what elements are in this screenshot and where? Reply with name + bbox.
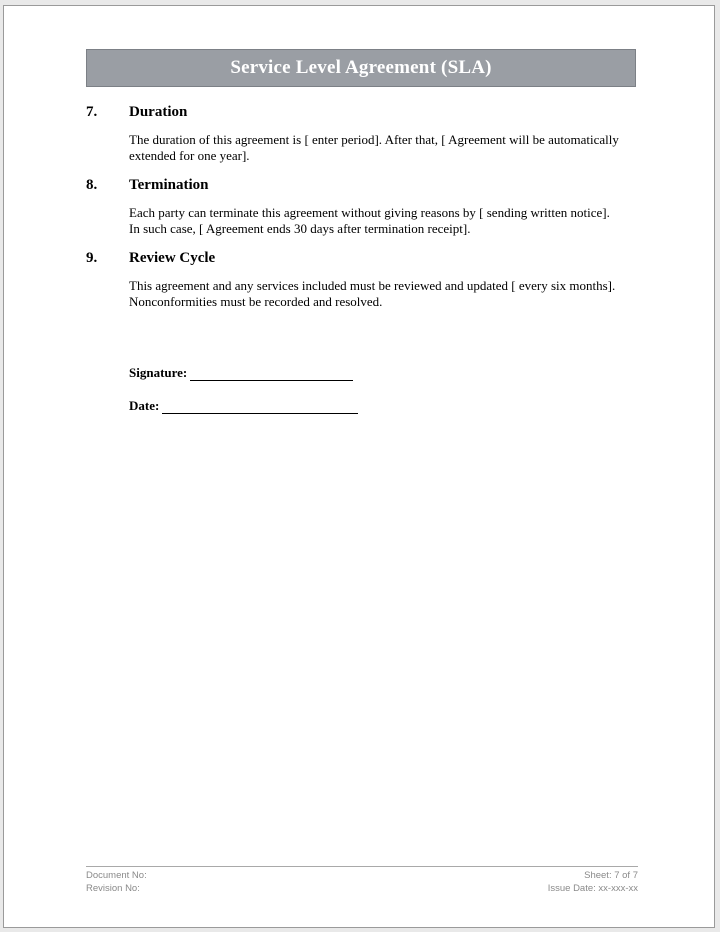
section-title: Duration [129,104,188,120]
section-heading [86,177,638,197]
footer-row [86,869,638,882]
body-line: This agreement and any services included must be reviewed and updated [ every six months]. [129,278,616,293]
section-number: 9. [86,250,98,266]
section-body [129,205,638,237]
body-line: extended for one year]. [129,148,250,163]
section-duration [86,104,638,164]
section-heading [86,104,638,124]
section-number: 8. [86,177,98,193]
section-number: 7. [86,104,98,120]
section-title: Review Cycle [129,250,216,266]
section-termination [86,177,638,237]
body-line: In such case, [ Agreement ends 30 days after termination receipt]. [129,221,471,236]
section-heading [86,250,638,270]
section-body [129,278,638,310]
sheet-number: Sheet: 7 of 7 [584,870,638,881]
date-label: Date: [129,398,160,413]
document-page [3,5,715,928]
body-line: The duration of this agreement is [ enter period]. After that, [ Agreement will be automatically [129,132,619,147]
date-row [129,398,358,414]
body-line: Nonconformities must be recorded and resolved. [129,294,383,309]
title-banner [86,49,636,87]
footer-row [86,882,638,895]
section-review-cycle [86,250,638,310]
document-title: Service Level Agreement (SLA) [230,57,492,78]
body-line: Each party can terminate this agreement without giving reasons by [ sending written notice]. [129,205,610,220]
page-footer [86,866,638,895]
section-body [129,132,638,164]
revision-number: Revision No: [86,883,140,894]
section-title: Termination [129,177,209,193]
document-number: Document No: [86,870,147,881]
issue-date: Issue Date: xx-xxx-xx [547,883,638,894]
signature-field[interactable] [190,368,353,381]
date-field[interactable] [162,401,358,414]
signature-row [129,365,353,381]
signature-label: Signature: [129,365,188,380]
